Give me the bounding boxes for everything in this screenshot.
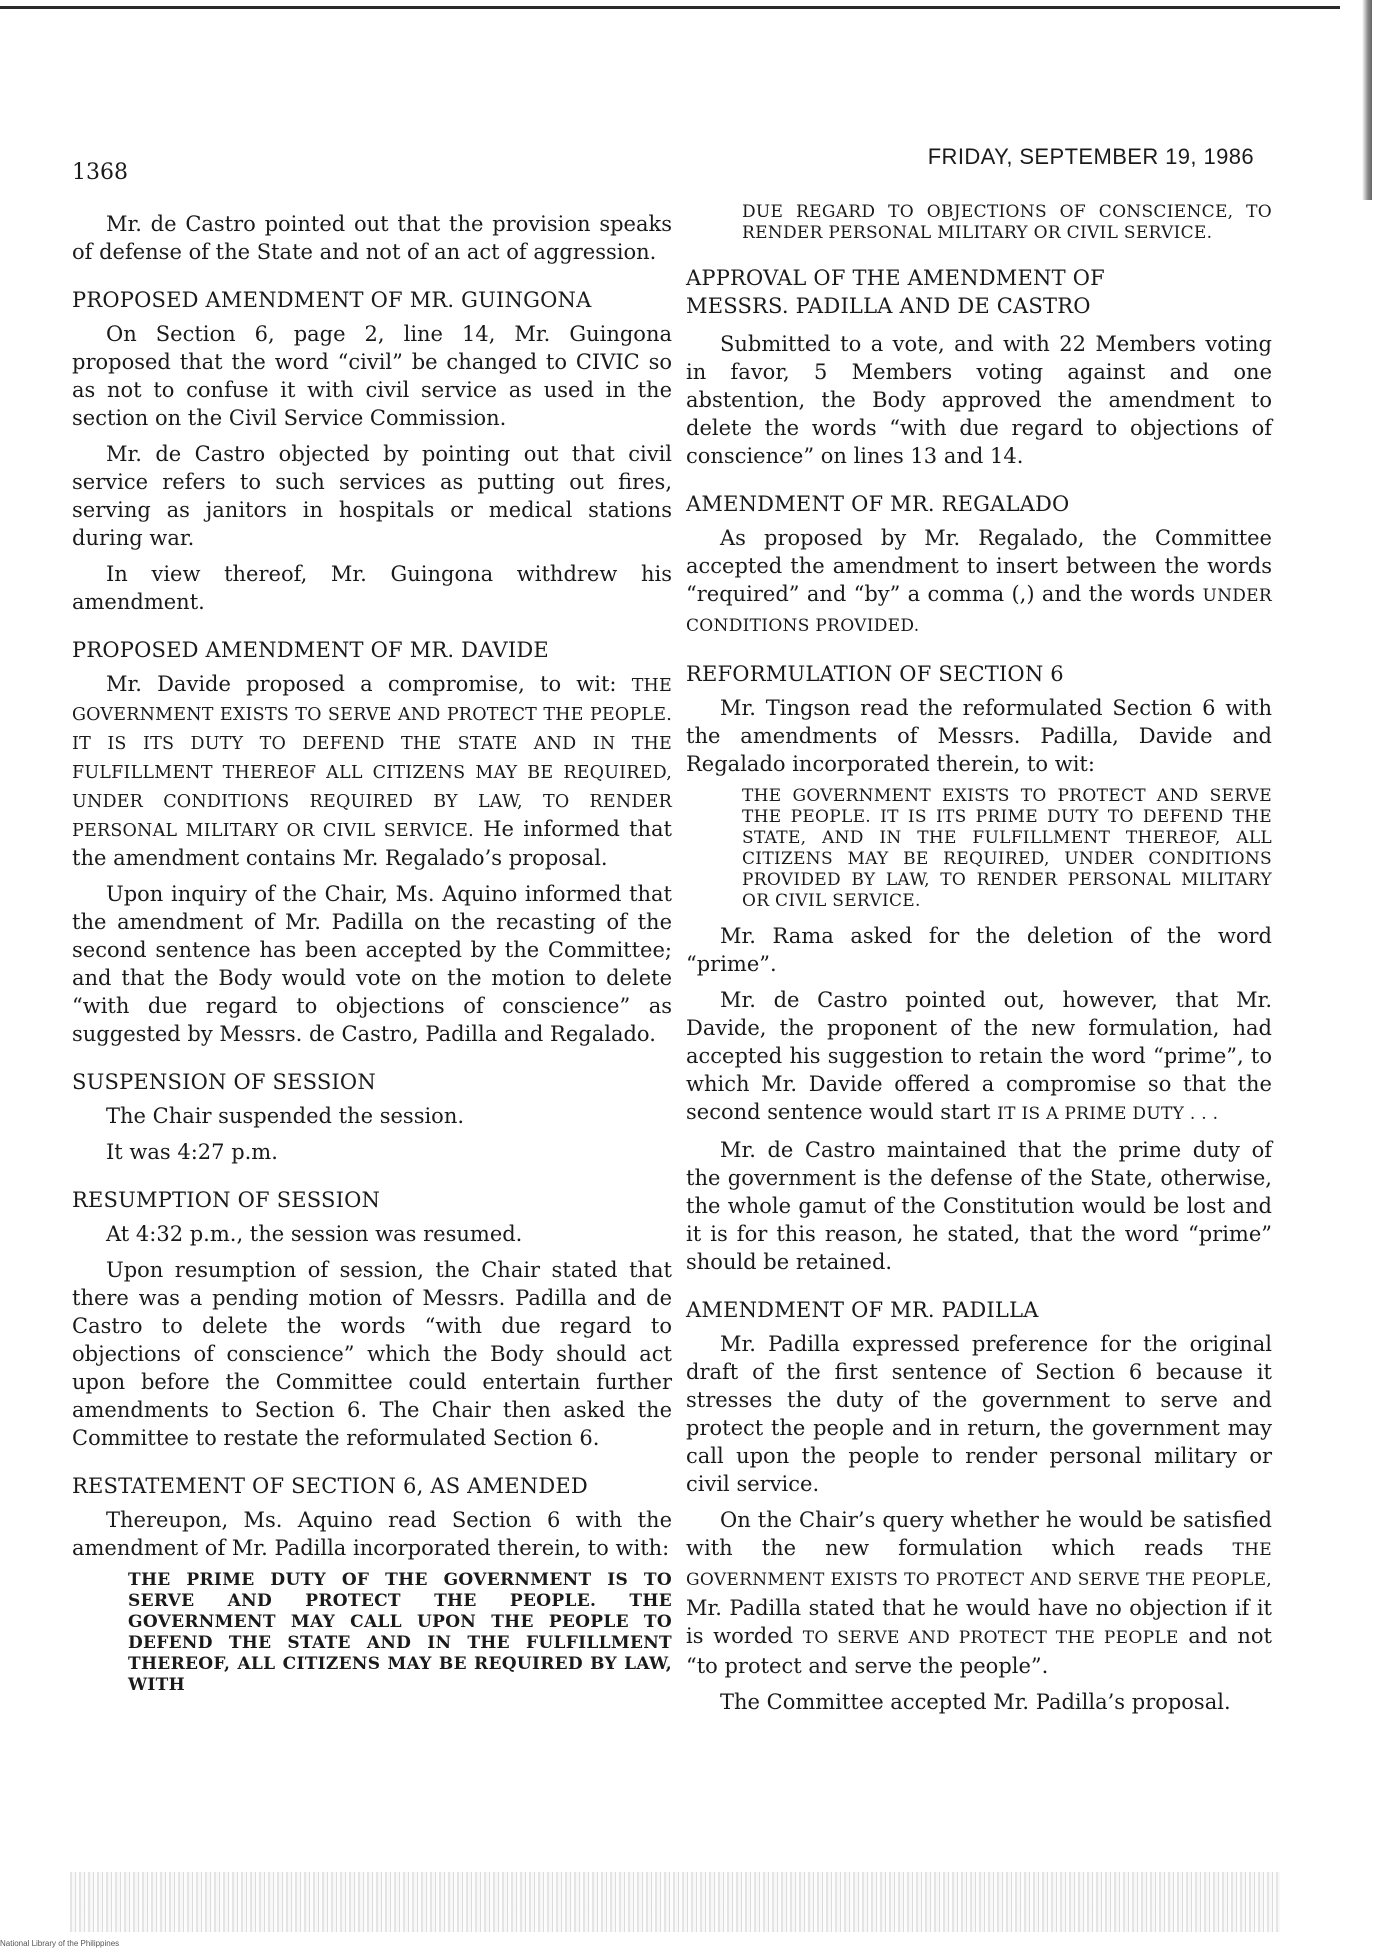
text: Mr. de Castro pointed out, however, that Mr. Davide, the proponent of the new formulation, had accepted his suggestion to retain the word “prime”, to which Mr. Davide offered a compromise so that the second sentence would start bbox=[686, 988, 1272, 1124]
paragraph bbox=[686, 524, 1272, 640]
section-heading: SUSPENSION OF SESSION bbox=[72, 1070, 376, 1094]
section-heading: PROPOSED AMENDMENT OF MR. DAVIDE bbox=[72, 638, 549, 662]
quoted-phrase: THE GOVERNMENT EXISTS TO PROTECT AND SERVE THE PEOPLE, bbox=[686, 1540, 1272, 1590]
paragraph: The Committee accepted Mr. Padilla’s proposal. bbox=[720, 1690, 1231, 1714]
text: Mr. Padilla stated that he would have no objection if it is worded bbox=[686, 1596, 1272, 1648]
section-heading: RESTATEMENT OF SECTION 6, AS AMENDED bbox=[72, 1474, 588, 1498]
scan-footer-text: National Library of the Philippines bbox=[0, 1939, 120, 1948]
paragraph: It was 4:27 p.m. bbox=[106, 1140, 278, 1164]
quoted-phrase: TO SERVE AND PROTECT THE PEOPLE bbox=[802, 1628, 1179, 1648]
paragraph: At 4:32 p.m., the session was resumed. bbox=[106, 1222, 523, 1246]
paragraph: Mr. Tingson read the reformulated Section 6 with the amendments of Messrs. Padilla, Davide and Regalado incorporated therein, to wit: bbox=[686, 696, 1272, 776]
text: and not “to protect and serve the people”. bbox=[686, 1624, 1272, 1678]
quoted-phrase: IT IS A PRIME DUTY . . . bbox=[997, 1104, 1219, 1124]
text: On the Chair’s query whether he would be satisfied with the new formulation which reads bbox=[686, 1508, 1272, 1560]
right-column bbox=[686, 202, 1272, 1724]
paragraph: Upon inquiry of the Chair, Ms. Aquino informed that the amendment of Mr. Padilla on the recasting of the second sentence has been accepted by the Committee; and that the Body would vote on the motion to delete “with due regard to objections of conscience” as suggested by Messrs. de Castro, Padilla and Regalado. bbox=[72, 882, 672, 1046]
text: As proposed by Mr. Regalado, the Committee accepted the amendment to insert between the words “required” and “by” a comma (,) and the words bbox=[686, 526, 1272, 606]
paragraph: Mr. de Castro maintained that the prime duty of the government is the defense of the State, otherwise, the whole gamut of the Constitution would be lost and it is for this reason, he stated, that the word “prime” should be retained. bbox=[686, 1138, 1272, 1274]
paragraph: Mr. Rama asked for the deletion of the word “prime”. bbox=[686, 924, 1272, 976]
top-border bbox=[0, 6, 1340, 9]
paragraph: Thereupon, Ms. Aquino read Section 6 with the amendment of Mr. Padilla incorporated therein, to with: bbox=[72, 1508, 672, 1560]
scan-noise-band bbox=[70, 1872, 1280, 1932]
text: He informed that the amendment contains Mr. Regalado’s proposal. bbox=[72, 817, 672, 870]
paragraph: Upon resumption of session, the Chair stated that there was a pending motion of Messrs. Padilla and de Castro to delete the words “with due regard to objections of conscience” which the Body should act upon before the Committee could entertain further amendments to Section 6. The Chair then asked the Committee to restate the reformulated Section 6. bbox=[72, 1258, 672, 1450]
paragraph: Mr. de Castro pointed out that the provision speaks of defense of the State and not of an act of aggression. bbox=[72, 212, 672, 264]
left-column bbox=[72, 210, 672, 1706]
running-header-date: FRIDAY, SEPTEMBER 19, 1986 bbox=[927, 144, 1254, 169]
paragraph bbox=[686, 1506, 1272, 1680]
block-quote: THE GOVERNMENT EXISTS TO PROTECT AND SERVE THE PEOPLE. IT IS ITS PRIME DUTY TO DEFEND THE STATE, AND IN THE FULFILLMENT THEREOF, ALL CITIZENS MAY BE REQUIRED, UNDER CONDITIONS PROVIDED BY LAW, TO RENDER PERSONAL MILITARY OR CIVIL SERVICE. bbox=[742, 786, 1272, 911]
scan-edge-shadow bbox=[1362, 0, 1372, 200]
inserted-words: UNDER CONDITIONS PROVIDED. bbox=[686, 586, 1272, 636]
block-quote-continued: DUE REGARD TO OBJECTIONS OF CONSCIENCE, TO RENDER PERSONAL MILITARY OR CIVIL SERVICE. bbox=[742, 202, 1272, 243]
paragraph: Submitted to a vote, and with 22 Members voting in favor, 5 Members voting against and one abstention, the Body approved the amendment to delete the words “with due regard to objections of conscience” on lines 13 and 14. bbox=[686, 332, 1272, 468]
block-quote: THE PRIME DUTY OF THE GOVERNMENT IS TO SERVE AND PROTECT THE PEOPLE. THE GOVERNMENT MAY CALL UPON THE PEOPLE TO DEFEND THE STATE AND IN THE FULFILLMENT THEREOF, ALL CITIZENS MAY BE REQUIRED BY LAW, WITH bbox=[128, 1570, 672, 1695]
section-heading: RESUMPTION OF SESSION bbox=[72, 1188, 381, 1212]
paragraph: Mr. de Castro objected by pointing out that civil service refers to such services as putting out fires, serving as janitors in hospitals or medical stations during war. bbox=[72, 442, 672, 550]
heading-line: APPROVAL OF THE AMENDMENT OF bbox=[686, 266, 1105, 290]
proposal-text: THE GOVERNMENT EXISTS TO SERVE AND PROTECT THE PEOPLE. IT IS ITS DUTY TO DEFEND THE STATE AND IN THE FULFILLMENT THEREOF ALL CITIZENS MAY BE REQUIRED, UNDER CONDITIONS REQUIRED BY LAW, TO RENDER PERSONAL MILITARY OR CIVIL SERVICE. bbox=[72, 676, 672, 841]
paragraph bbox=[72, 670, 672, 872]
section-heading: AMENDMENT OF MR. REGALADO bbox=[686, 492, 1070, 516]
paragraph: On Section 6, page 2, line 14, Mr. Guingona proposed that the word “civil” be changed to CIVIC so as not to confuse it with civil service as used in the section on the Civil Service Commission. bbox=[72, 322, 672, 430]
paragraph: The Chair suspended the session. bbox=[106, 1104, 465, 1128]
section-heading: AMENDMENT OF MR. PADILLA bbox=[686, 1298, 1039, 1322]
text: Mr. Davide proposed a compromise, to wit: bbox=[106, 672, 617, 696]
section-heading: PROPOSED AMENDMENT OF MR. GUINGONA bbox=[72, 288, 592, 312]
section-heading bbox=[686, 264, 1272, 320]
section-heading: REFORMULATION OF SECTION 6 bbox=[686, 662, 1064, 686]
heading-line: MESSRS. PADILLA AND DE CASTRO bbox=[686, 294, 1091, 318]
paragraph: In view thereof, Mr. Guingona withdrew his amendment. bbox=[72, 562, 672, 614]
paragraph bbox=[686, 986, 1272, 1128]
page-number: 1368 bbox=[72, 160, 128, 185]
paragraph: Mr. Padilla expressed preference for the original draft of the first sentence of Section 6 because it stresses the duty of the government to serve and protect the people and in return, the government may call upon the people to render personal military or civil service. bbox=[686, 1332, 1272, 1496]
